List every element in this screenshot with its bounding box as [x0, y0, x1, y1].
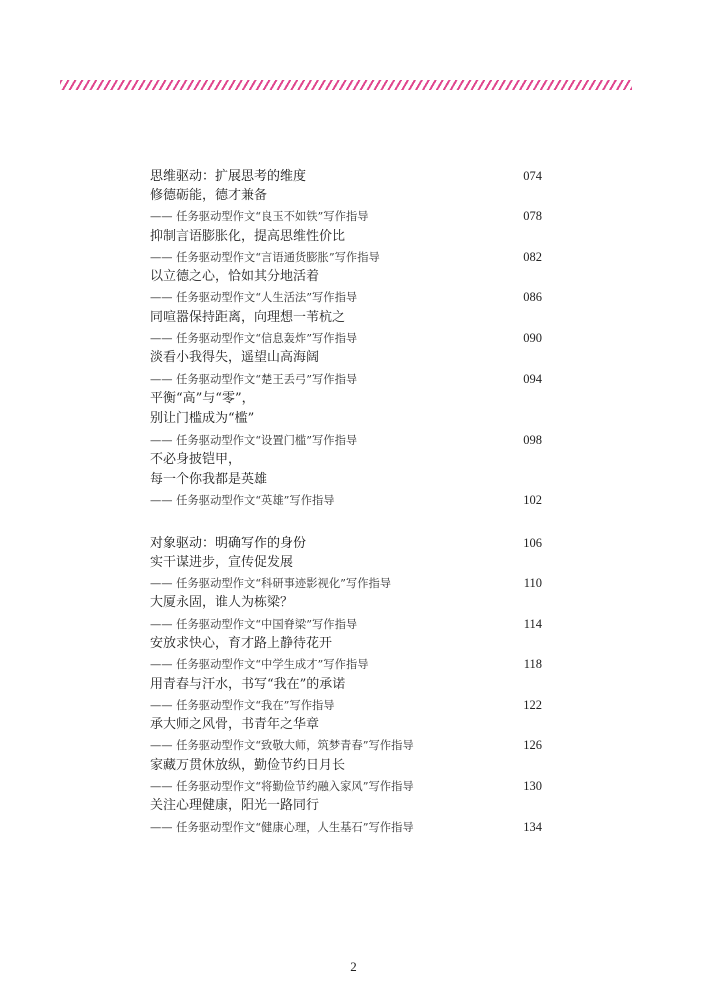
toc-entry-subtitle: —— 任务驱动型作文“将勤俭节约融入家风”写作指导 130: [150, 776, 542, 796]
toc-entry-subtitle: —— 任务驱动型作文“科研事迹影视化”写作指导 110: [150, 573, 542, 593]
entry-page: 090: [523, 331, 542, 346]
toc-entry-subtitle: —— 任务驱动型作文“中国脊梁”写作指导 114: [150, 614, 542, 634]
toc-entry-title: 抑制言语膨胀化，提高思维性价比: [150, 228, 346, 244]
toc-entry-title: 安放求快心，育才路上静待花开: [150, 635, 333, 651]
toc-entry-title: 淡看小我得失，遥望山高海阔: [150, 350, 320, 366]
section-gap: [150, 511, 542, 533]
toc-entry-subtitle: —— 任务驱动型作文“楚王丢弓”写作指导 094: [150, 369, 542, 389]
entry-page: 126: [523, 738, 542, 753]
toc-entry-title: 以立德之心，恰如其分地活着: [150, 269, 320, 285]
entry-page: 118: [523, 657, 542, 672]
toc-entry-title: 不必身披铠甲，: [150, 451, 242, 467]
entry-page: 130: [523, 779, 542, 794]
section-title: 思维驱动：扩展思考的维度: [150, 169, 307, 184]
toc-entry-title: 关注心理健康，阳光一路同行: [150, 798, 320, 814]
table-of-contents: [150, 166, 542, 837]
toc-entry-title: 用青春与汗水，书写“我在”的承诺: [150, 676, 346, 692]
entry-page: 098: [523, 432, 542, 447]
section-title: 对象驱动：明确写作的身份: [150, 535, 307, 551]
entry-page: 110: [523, 576, 542, 591]
toc-entry-subtitle: —— 任务驱动型作文“我在”写作指导 122: [150, 695, 542, 715]
entry-page: 134: [523, 819, 542, 834]
entry-page: 086: [523, 290, 542, 305]
toc-entry-subtitle: —— 任务驱动型作文“言语通货膨胀”写作指导 082: [150, 247, 542, 267]
toc-entry-subtitle: —— 任务驱动型作文“信息轰炸”写作指导 090: [150, 328, 542, 348]
toc-entry-title: 承大师之风骨，书青年之华章: [150, 717, 320, 733]
decorative-stripe-bar: [60, 80, 632, 90]
toc-entry-subtitle: —— 任务驱动型作文“人生活法”写作指导 086: [150, 287, 542, 307]
entry-page: 094: [523, 371, 542, 386]
toc-entry-subtitle: —— 任务驱动型作文“健康心理，人生基石”写作指导 134: [150, 817, 542, 837]
toc-entry-subtitle: —— 任务驱动型作文“中学生成才”写作指导 118: [150, 654, 542, 674]
toc-entry-title: 同喧嚣保持距离，向理想一苇杭之: [150, 309, 346, 325]
section-page: 074: [523, 169, 542, 183]
section-heading: [150, 166, 542, 186]
section-page: 106: [523, 535, 542, 550]
toc-entry-title: 别让门槛成为“槛”: [150, 411, 255, 427]
entry-page: 082: [523, 249, 542, 264]
toc-entry-title: 大厦永固，谁人为栋梁？: [150, 595, 294, 611]
entry-page: 114: [523, 616, 542, 631]
entry-page: 122: [523, 697, 542, 712]
toc-entry-title: 实干谋进步，宣传促发展: [150, 554, 294, 570]
entry-page: 102: [523, 493, 542, 508]
toc-entry-title: 每一个你我都是英雄: [150, 472, 268, 488]
entry-page: 078: [523, 209, 542, 224]
toc-entry-title: 修德砺能，德才兼备: [150, 188, 268, 203]
toc-entry-title: 家藏万贯休放纵，勤俭节约日月长: [150, 757, 346, 773]
toc-entry-subtitle: —— 任务驱动型作文“良玉不如铁”写作指导 078: [150, 206, 542, 226]
section-heading: [150, 533, 542, 553]
toc-entry-subtitle: —— 任务驱动型作文“致敬大师，筑梦青春”写作指导 126: [150, 735, 542, 755]
toc-entry-subtitle: —— 任务驱动型作文“英雄”写作指导 102: [150, 490, 542, 510]
page-number: 2: [350, 959, 357, 974]
toc-entry-subtitle: —— 任务驱动型作文“设置门槛”写作指导 098: [150, 430, 542, 450]
toc-entry-title: 平衡“高”与“零”，: [150, 390, 255, 406]
